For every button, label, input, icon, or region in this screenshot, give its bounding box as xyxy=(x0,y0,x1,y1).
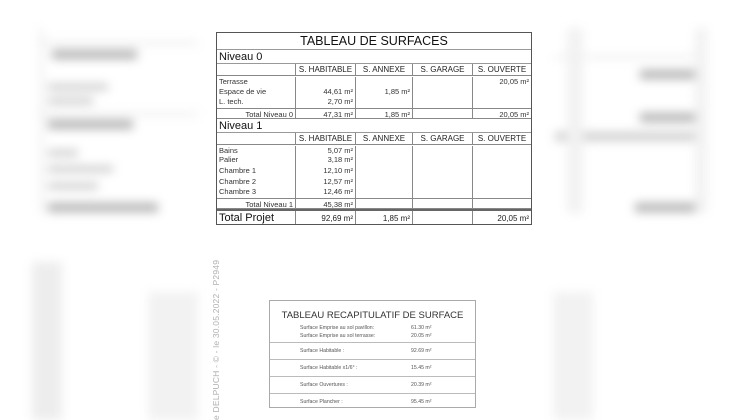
room-label: Chambre 1 xyxy=(219,165,257,175)
annexe-value: 1,85 m² xyxy=(355,87,412,98)
recap-row xyxy=(270,324,475,332)
column-header-annexe: S. ANNEXE xyxy=(355,133,412,144)
annexe-total: 1,85 m² xyxy=(355,109,412,118)
blurred-background-bottom-right xyxy=(553,292,593,420)
blurred-background-bottom-left xyxy=(32,262,62,420)
column-header-blank xyxy=(217,133,295,144)
recap-row xyxy=(270,343,475,360)
recap-label: Surface Emprise au sol terrasse: xyxy=(300,333,376,339)
annexe-total xyxy=(355,199,412,208)
annexe-value xyxy=(355,187,412,198)
column-header-ouverte: S. OUVERTE xyxy=(472,64,531,75)
ouverte-value xyxy=(472,177,531,188)
recap-row xyxy=(270,377,475,394)
surfaces-table-title: TABLEAU DE SURFACES xyxy=(217,33,531,50)
ouverte-project-total: 20,05 m² xyxy=(472,211,531,224)
level-heading: Niveau 1 xyxy=(217,119,531,133)
table-row xyxy=(217,187,531,198)
garage-value xyxy=(412,87,472,98)
ouverte-value xyxy=(472,146,531,156)
garage-value xyxy=(412,97,472,108)
table-row xyxy=(217,177,531,188)
recap-table xyxy=(269,300,476,408)
recap-value: 95.45 m² xyxy=(411,399,432,405)
column-header-garage: S. GARAGE xyxy=(412,64,472,75)
recap-value: 15.45 m² xyxy=(411,365,432,371)
table-row xyxy=(217,87,531,98)
annexe-value xyxy=(355,146,412,156)
column-header-habitable: S. HABITABLE xyxy=(295,133,355,144)
recap-label: Surface Habitable x1/6° : xyxy=(300,365,358,371)
column-header-row xyxy=(217,64,531,76)
garage-value xyxy=(412,187,472,198)
recap-group-ouvertures xyxy=(270,377,475,394)
garage-value xyxy=(412,146,472,156)
habitable-value: 3,18 m² xyxy=(295,155,355,166)
recap-label: Surface Plancher : xyxy=(300,399,343,405)
total-label: Total Niveau 0 xyxy=(245,109,293,118)
annexe-value xyxy=(355,166,412,177)
ouverte-value xyxy=(472,87,531,98)
recap-value: 61.30 m² xyxy=(411,325,432,331)
table-row xyxy=(217,145,531,156)
room-label: L. tech. xyxy=(219,97,244,107)
surfaces-table xyxy=(216,32,532,225)
habitable-value: 44,61 m² xyxy=(295,87,355,98)
garage-total xyxy=(412,199,472,208)
habitable-project-total: 92,69 m² xyxy=(295,211,355,224)
ouverte-value xyxy=(472,97,531,108)
copyright-watermark: e DELPUCH - © - le 30.05.2022 - P2949 xyxy=(211,259,221,420)
blurred-background-bottom-left-table xyxy=(148,292,198,420)
recap-label: Surface Ouvertures : xyxy=(300,382,348,388)
table-row xyxy=(217,97,531,108)
ouverte-total: 20,05 m² xyxy=(472,109,531,118)
habitable-value xyxy=(295,77,355,87)
room-label: Terrasse xyxy=(219,77,248,86)
annexe-value xyxy=(355,77,412,87)
blurred-background-left xyxy=(38,28,198,213)
recap-label: Surface Emprise au sol pavillon: xyxy=(300,325,375,331)
recap-label: Surface Habitable : xyxy=(300,348,345,354)
ouverte-value xyxy=(472,166,531,177)
column-header-garage: S. GARAGE xyxy=(412,133,472,144)
garage-value xyxy=(412,77,472,87)
level-heading: Niveau 0 xyxy=(217,50,531,64)
annexe-value xyxy=(355,97,412,108)
level-total-row xyxy=(217,108,531,119)
project-total-row xyxy=(217,209,531,224)
habitable-value: 12,57 m² xyxy=(295,177,355,188)
table-row xyxy=(217,155,531,166)
recap-group-habitable-sixth xyxy=(270,360,475,377)
recap-value: 92.69 m² xyxy=(411,348,432,354)
project-total-label: Total Projet xyxy=(219,211,275,224)
garage-total xyxy=(412,109,472,118)
column-header-row xyxy=(217,133,531,145)
habitable-value: 2,70 m² xyxy=(295,97,355,108)
ouverte-value xyxy=(472,187,531,198)
recap-group-emprise xyxy=(270,323,475,343)
annexe-value xyxy=(355,155,412,166)
habitable-total: 45,38 m² xyxy=(295,199,355,208)
ouverte-total xyxy=(472,199,531,208)
habitable-value: 12,10 m² xyxy=(295,166,355,177)
recap-group-habitable xyxy=(270,343,475,360)
recap-value: 20.05 m² xyxy=(411,333,432,339)
recap-value: 20.39 m² xyxy=(411,382,432,388)
garage-value xyxy=(412,177,472,188)
annexe-project-total: 1,85 m² xyxy=(355,211,412,224)
room-label: Palier xyxy=(219,155,239,165)
garage-project-total xyxy=(412,211,472,224)
column-header-annexe: S. ANNEXE xyxy=(355,64,412,75)
level-total-row xyxy=(217,198,531,209)
blurred-background-right xyxy=(555,28,713,213)
habitable-value: 5,07 m² xyxy=(295,146,355,156)
recap-table-title: TABLEAU RECAPITULATIF DE SURFACE xyxy=(281,310,464,321)
room-label: Chambre 2 xyxy=(219,176,257,186)
annexe-value xyxy=(355,177,412,188)
garage-value xyxy=(412,166,472,177)
recap-group-plancher xyxy=(270,394,475,411)
column-header-habitable: S. HABITABLE xyxy=(295,64,355,75)
ouverte-value xyxy=(472,155,531,166)
ouverte-value: 20,05 m² xyxy=(472,77,531,87)
recap-row xyxy=(270,394,475,411)
table-row xyxy=(217,76,531,87)
room-label: Chambre 3 xyxy=(219,187,257,197)
garage-value xyxy=(412,155,472,166)
column-header-ouverte: S. OUVERTE xyxy=(472,133,531,144)
total-label: Total Niveau 1 xyxy=(245,199,293,208)
habitable-total: 47,31 m² xyxy=(295,109,355,118)
room-label: Espace de vie xyxy=(219,86,267,96)
table-row xyxy=(217,166,531,177)
room-label: Bains xyxy=(219,145,238,155)
column-header-blank xyxy=(217,64,295,75)
recap-row xyxy=(270,360,475,377)
habitable-value: 12,46 m² xyxy=(295,187,355,198)
recap-row xyxy=(270,332,475,340)
